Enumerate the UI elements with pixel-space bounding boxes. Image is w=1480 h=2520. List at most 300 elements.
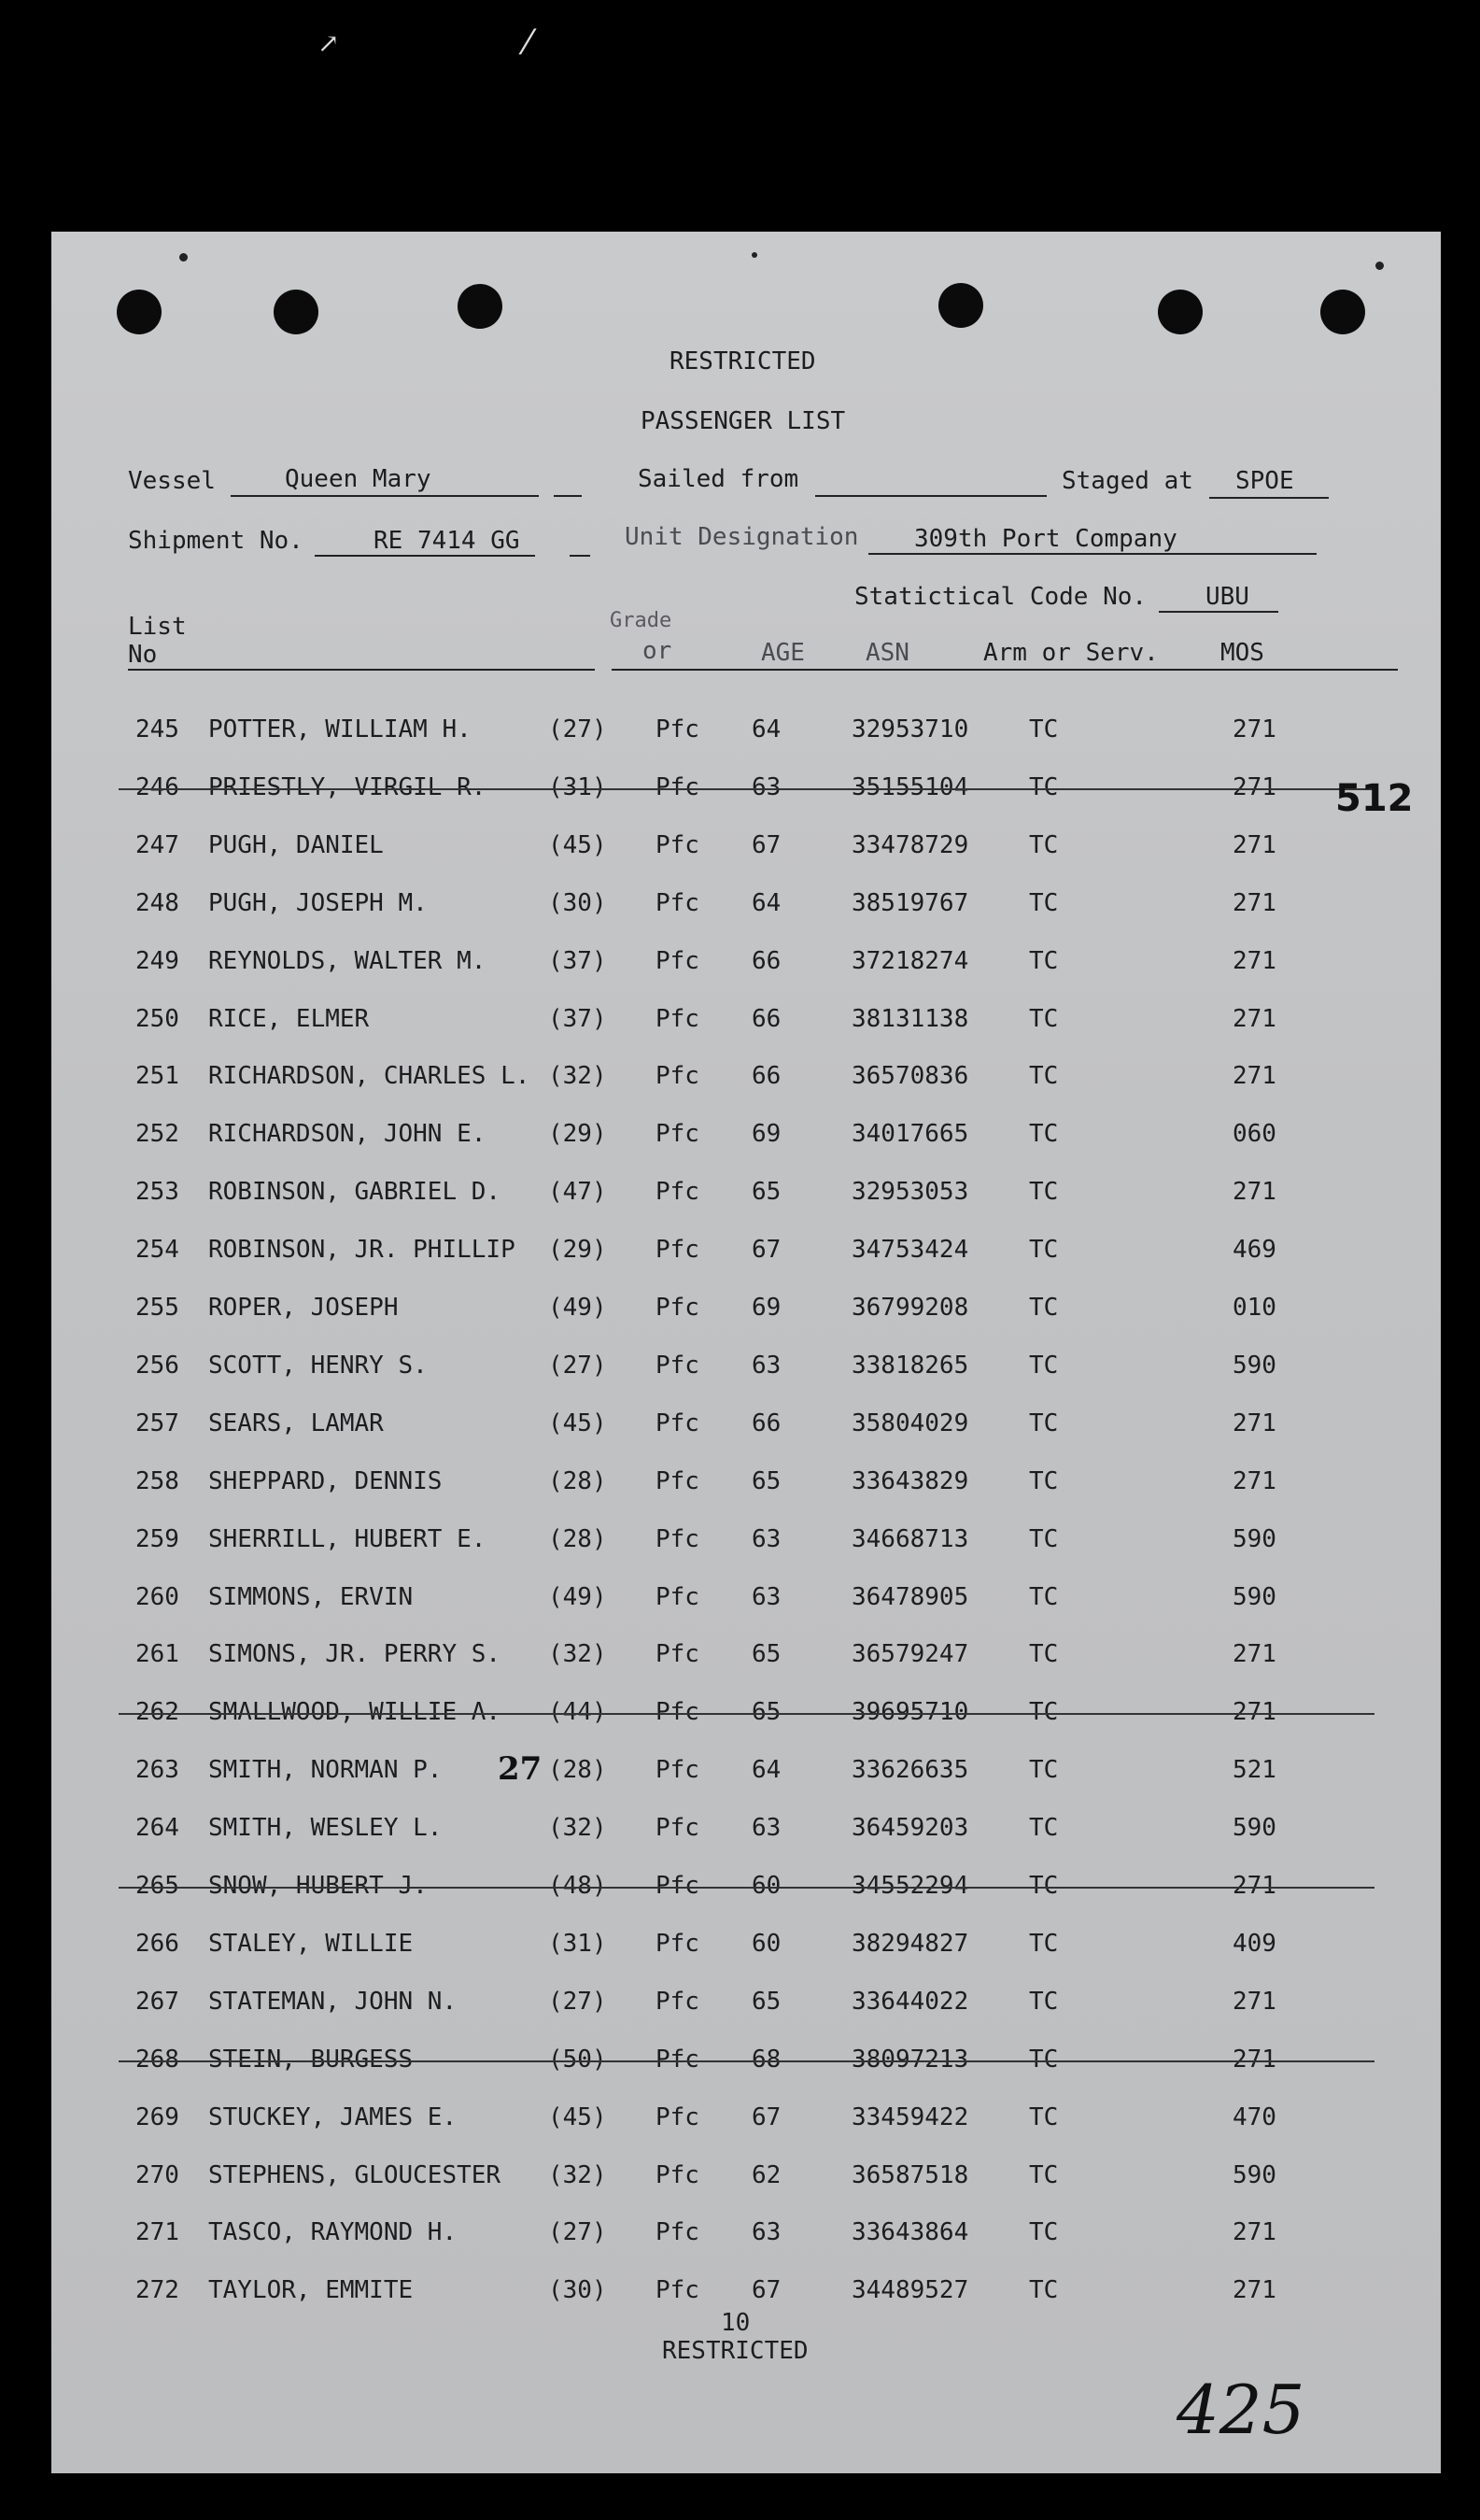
row-grade: Pfc [655,773,699,801]
row-code: 64 [752,1756,782,1784]
row-mos: 521 [1233,1756,1276,1784]
row-passenger-name: SIMONS, JR. PERRY S. [208,1640,501,1668]
row-passenger-name: STALEY, WILLIE [208,1930,414,1958]
row-grade: Pfc [655,1756,699,1784]
row-list-number: 249 [135,947,179,975]
table-row [51,1698,1441,1730]
row-list-number: 261 [135,1640,179,1668]
row-grade: Pfc [655,1640,699,1668]
row-mos: 060 [1233,1120,1276,1148]
row-list-number: 259 [135,1525,179,1553]
row-code: 63 [752,2218,782,2246]
row-mos: 271 [1233,1062,1276,1090]
row-asn: 34489527 [852,2276,969,2304]
row-arm-or-service: TC [1029,2046,1059,2074]
table-row [51,889,1441,921]
statistical-code-label: Statictical Code No. [854,583,1148,611]
row-grade: Pfc [655,1409,699,1437]
row-arm-or-service: TC [1029,1640,1059,1668]
row-arm-or-service: TC [1029,773,1059,801]
row-passenger-name: PUGH, DANIEL [208,831,384,859]
row-mos: 271 [1233,1005,1276,1033]
row-list-number: 252 [135,1120,179,1148]
strike-through-line [119,1887,1374,1889]
row-list-number: 258 [135,1467,179,1495]
table-row [51,2218,1441,2250]
row-arm-or-service: TC [1029,1236,1059,1264]
punch-hole [938,283,983,328]
statistical-code-value: UBU [1205,583,1249,611]
row-asn: 38294827 [852,1930,969,1958]
row-grade: Pfc [655,2103,699,2131]
row-list-number: 248 [135,889,179,917]
row-passenger-name: RICHARDSON, CHARLES L. [208,1062,530,1090]
row-asn: 38097213 [852,2046,969,2074]
row-code: 65 [752,1467,782,1495]
row-mos: 590 [1233,1525,1276,1553]
row-code: 67 [752,2276,782,2304]
row-grade: Pfc [655,1930,699,1958]
row-arm-or-service: TC [1029,2218,1059,2246]
row-mos: 271 [1233,2046,1276,2074]
row-list-number: 247 [135,831,179,859]
row-list-number: 257 [135,1409,179,1437]
row-arm-or-service: TC [1029,2276,1059,2304]
row-arm-or-service: TC [1029,1120,1059,1148]
row-mos: 271 [1233,1640,1276,1668]
row-list-number: 262 [135,1698,179,1726]
row-code: 62 [752,2161,782,2189]
row-passenger-name: TASCO, RAYMOND H. [208,2218,458,2246]
sailed-from-underline [815,495,1047,497]
row-list-number: 253 [135,1178,179,1206]
row-arm-or-service: TC [1029,1409,1059,1437]
table-row [51,1750,1441,1788]
row-code: 67 [752,2103,782,2131]
header-underline [612,669,1398,671]
row-grade: Pfc [655,1583,699,1611]
row-code: 60 [752,1930,782,1958]
row-grade: Pfc [655,2218,699,2246]
table-row [51,831,1441,863]
row-grade: Pfc [655,2161,699,2189]
row-mos: 271 [1233,889,1276,917]
row-code: 63 [752,1352,782,1380]
unit-designation-value: 309th Port Company [914,525,1177,553]
punch-hole [1158,290,1203,334]
row-code: 63 [752,1814,782,1842]
row-asn: 33643829 [852,1467,969,1495]
col-grade: Grade [610,609,672,632]
row-arm-or-service: TC [1029,1005,1059,1033]
row-grade: Pfc [655,715,699,743]
table-row [51,773,1441,805]
table-row [51,1062,1441,1094]
row-code: 66 [752,1005,782,1033]
row-age: (29) [548,1236,607,1264]
row-code: 63 [752,1525,782,1553]
row-mos: 469 [1233,1236,1276,1264]
row-asn: 36587518 [852,2161,969,2189]
row-grade: Pfc [655,1352,699,1380]
row-mos: 590 [1233,1583,1276,1611]
shipment-value: RE 7414 GG [374,527,520,555]
row-age: (49) [548,1583,607,1611]
staged-at-label: Staged at [1062,467,1193,495]
handwritten-age-correction: 27 [498,1750,543,1788]
header-underline [128,669,595,671]
row-list-number: 263 [135,1756,179,1784]
table-row [51,1409,1441,1441]
row-passenger-name: SNOW, HUBERT J. [208,1872,428,1900]
row-age: (37) [548,947,607,975]
row-mos: 271 [1233,1988,1276,2016]
row-passenger-name: PUGH, JOSEPH M. [208,889,428,917]
row-arm-or-service: TC [1029,715,1059,743]
table-row [51,2276,1441,2308]
row-passenger-name: STATEMAN, JOHN N. [208,1988,458,2016]
row-asn: 35804029 [852,1409,969,1437]
row-asn: 37218274 [852,947,969,975]
row-mos: 271 [1233,1872,1276,1900]
row-mos: 271 [1233,831,1276,859]
row-code: 64 [752,715,782,743]
row-age: (32) [548,1640,607,1668]
punch-hole [1320,290,1365,334]
row-asn: 36579247 [852,1640,969,1668]
row-asn: 33626635 [852,1756,969,1784]
row-passenger-name: STEPHENS, GLOUCESTER [208,2161,501,2189]
unit-designation-label: Unit Designation [625,523,859,551]
row-age: (28) [548,1756,607,1784]
row-age: (31) [548,1930,607,1958]
row-mos: 271 [1233,2218,1276,2246]
table-row [51,1640,1441,1672]
row-asn: 38131138 [852,1005,969,1033]
table-row [51,1352,1441,1383]
row-asn: 36799208 [852,1294,969,1322]
row-age: (50) [548,2046,607,2074]
row-age: (27) [548,2218,607,2246]
row-mos: 271 [1233,1698,1276,1726]
row-passenger-name: ROPER, JOSEPH [208,1294,399,1322]
row-code: 66 [752,1062,782,1090]
row-asn: 32953710 [852,715,969,743]
row-list-number: 256 [135,1352,179,1380]
row-arm-or-service: TC [1029,1814,1059,1842]
col-age: AGE [761,639,805,667]
row-arm-or-service: TC [1029,1872,1059,1900]
row-grade: Pfc [655,2276,699,2304]
row-code: 65 [752,1178,782,1206]
top-margin-mark-right: ⁄ [525,24,531,63]
handwritten-number: 425 [1177,2371,1305,2449]
row-mos: 590 [1233,1814,1276,1842]
row-passenger-name: RICHARDSON, JOHN E. [208,1120,486,1148]
row-grade: Pfc [655,1698,699,1726]
strike-through-line [119,788,1374,790]
row-arm-or-service: TC [1029,1583,1059,1611]
row-list-number: 260 [135,1583,179,1611]
row-passenger-name: STEIN, BURGESS [208,2046,414,2074]
row-passenger-name: TAYLOR, EMMITE [208,2276,414,2304]
vessel-value: Queen Mary [285,465,431,493]
row-asn: 33643864 [852,2218,969,2246]
row-age: (28) [548,1467,607,1495]
strike-through-line [119,2060,1374,2062]
row-age: (48) [548,1872,607,1900]
row-age: (27) [548,1352,607,1380]
col-list: List [128,613,187,641]
row-age: (37) [548,1005,607,1033]
row-mos: 271 [1233,1178,1276,1206]
row-grade: Pfc [655,1294,699,1322]
row-code: 65 [752,1988,782,2016]
row-grade: Pfc [655,2046,699,2074]
row-age: (27) [548,1988,607,2016]
table-row [51,1814,1441,1846]
row-code: 66 [752,1409,782,1437]
row-arm-or-service: TC [1029,1988,1059,2016]
shipment-underline [315,555,535,557]
table-row [51,1005,1441,1037]
row-asn: 35155104 [852,773,969,801]
row-age: (45) [548,831,607,859]
row-arm-or-service: TC [1029,1698,1059,1726]
row-arm-or-service: TC [1029,1178,1059,1206]
row-passenger-name: SEARS, LAMAR [208,1409,384,1437]
row-age: (32) [548,1062,607,1090]
underline-tick [570,555,590,557]
table-row [51,947,1441,979]
table-row [51,1930,1441,1961]
row-grade: Pfc [655,1467,699,1495]
row-list-number: 254 [135,1236,179,1264]
row-list-number: 245 [135,715,179,743]
row-grade: Pfc [655,1236,699,1264]
row-asn: 34552294 [852,1872,969,1900]
table-row [51,2161,1441,2193]
row-grade: Pfc [655,831,699,859]
row-asn: 34668713 [852,1525,969,1553]
row-age: (29) [548,1120,607,1148]
row-passenger-name: SMITH, NORMAN P. [208,1756,443,1784]
row-mos: 271 [1233,2276,1276,2304]
strike-through-line [119,1713,1374,1715]
document-title: PASSENGER LIST [641,407,846,435]
row-mos: 271 [1233,773,1276,801]
row-mos: 271 [1233,947,1276,975]
sailed-from-label: Sailed from [638,465,799,493]
row-list-number: 272 [135,2276,179,2304]
row-arm-or-service: TC [1029,1930,1059,1958]
row-mos: 590 [1233,1352,1276,1380]
row-passenger-name: SIMMONS, ERVIN [208,1583,414,1611]
row-code: 65 [752,1698,782,1726]
row-code: 66 [752,947,782,975]
row-code: 63 [752,773,782,801]
row-age: (45) [548,2103,607,2131]
row-age: (32) [548,1814,607,1842]
table-row [51,2046,1441,2077]
col-asn: ASN [866,639,909,667]
row-age: (49) [548,1294,607,1322]
row-passenger-name: SHERRILL, HUBERT E. [208,1525,486,1553]
staged-at-underline [1209,497,1329,499]
row-passenger-name: PRIESTLY, VIRGIL R. [208,773,486,801]
row-arm-or-service: TC [1029,2103,1059,2131]
row-asn: 32953053 [852,1178,969,1206]
col-arm-or-serv: Arm or Serv. [983,639,1159,667]
paper-mark [1375,262,1384,270]
row-asn: 34017665 [852,1120,969,1148]
unit-designation-underline [868,553,1317,555]
row-arm-or-service: TC [1029,1467,1059,1495]
page-number: 10 [721,2309,751,2337]
row-list-number: 246 [135,773,179,801]
table-row [51,715,1441,747]
row-asn: 33644022 [852,1988,969,2016]
row-list-number: 255 [135,1294,179,1322]
row-grade: Pfc [655,1872,699,1900]
row-passenger-name: ROBINSON, GABRIEL D. [208,1178,501,1206]
row-grade: Pfc [655,1005,699,1033]
row-age: (27) [548,715,607,743]
col-mos: MOS [1220,639,1264,667]
row-arm-or-service: TC [1029,947,1059,975]
table-row [51,1120,1441,1152]
row-age: (31) [548,773,607,801]
row-passenger-name: REYNOLDS, WALTER M. [208,947,486,975]
row-asn: 39695710 [852,1698,969,1726]
punch-hole [274,290,318,334]
row-passenger-name: RICE, ELMER [208,1005,370,1033]
row-grade: Pfc [655,889,699,917]
row-grade: Pfc [655,1988,699,2016]
row-list-number: 266 [135,1930,179,1958]
row-code: 67 [752,1236,782,1264]
top-margin-mark-left: ↗ [317,28,340,59]
row-grade: Pfc [655,1814,699,1842]
row-age: (47) [548,1178,607,1206]
row-code: 60 [752,1872,782,1900]
punch-hole [458,284,502,329]
statistical-code-underline [1159,611,1278,613]
row-grade: Pfc [655,1120,699,1148]
row-age: (28) [548,1525,607,1553]
row-passenger-name: POTTER, WILLIAM H. [208,715,472,743]
table-row [51,2103,1441,2135]
row-list-number: 268 [135,2046,179,2074]
row-code: 63 [752,1583,782,1611]
table-row [51,1583,1441,1615]
punch-hole [117,290,162,334]
row-arm-or-service: TC [1029,1294,1059,1322]
row-passenger-name: STUCKEY, JAMES E. [208,2103,458,2131]
table-row [51,1525,1441,1557]
row-age: (32) [548,2161,607,2189]
col-no: No [128,641,158,669]
row-mos: 010 [1233,1294,1276,1322]
row-asn: 33478729 [852,831,969,859]
row-passenger-name: SCOTT, HENRY S. [208,1352,428,1380]
row-grade: Pfc [655,947,699,975]
shipment-label: Shipment No. [128,527,303,555]
table-row [51,1294,1441,1325]
row-list-number: 271 [135,2218,179,2246]
row-code: 65 [752,1640,782,1668]
row-mos: 271 [1233,1467,1276,1495]
paper-mark [752,252,757,258]
table-row [51,1988,1441,2019]
row-mos: 590 [1233,2161,1276,2189]
row-asn: 36478905 [852,1583,969,1611]
row-arm-or-service: TC [1029,1756,1059,1784]
row-asn: 33818265 [852,1352,969,1380]
row-list-number: 267 [135,1988,179,2016]
row-asn: 36459203 [852,1814,969,1842]
row-age: (30) [548,2276,607,2304]
row-age: (30) [548,889,607,917]
row-mos: 409 [1233,1930,1276,1958]
vessel-underline [231,495,539,497]
underline-tick [554,495,582,497]
row-grade: Pfc [655,1062,699,1090]
col-or: or [642,637,672,665]
row-arm-or-service: TC [1029,889,1059,917]
row-list-number: 265 [135,1872,179,1900]
row-arm-or-service: TC [1029,2161,1059,2189]
row-grade: Pfc [655,1178,699,1206]
row-code: 69 [752,1294,782,1322]
row-passenger-name: SMITH, WESLEY L. [208,1814,443,1842]
footer-restricted: RESTRICTED [662,2337,809,2365]
row-mos: 470 [1233,2103,1276,2131]
row-asn: 38519767 [852,889,969,917]
row-list-number: 269 [135,2103,179,2131]
passenger-list-sheet [51,232,1441,2473]
row-arm-or-service: TC [1029,1525,1059,1553]
row-asn: 36570836 [852,1062,969,1090]
row-arm-or-service: TC [1029,1352,1059,1380]
row-code: 67 [752,831,782,859]
staged-at-value: SPOE [1235,467,1294,495]
row-passenger-name: ROBINSON, JR. PHILLIP [208,1236,515,1264]
table-row [51,1236,1441,1267]
row-passenger-name: SMALLWOOD, WILLIE A. [208,1698,501,1726]
header-restricted: RESTRICTED [670,347,816,375]
row-passenger-name: SHEPPARD, DENNIS [208,1467,443,1495]
row-list-number: 251 [135,1062,179,1090]
row-asn: 34753424 [852,1236,969,1264]
row-code: 64 [752,889,782,917]
row-mos: 271 [1233,1409,1276,1437]
row-list-number: 270 [135,2161,179,2189]
paper-mark [179,253,188,262]
row-mos: 271 [1233,715,1276,743]
stamped-number: 512 [1335,777,1414,820]
vessel-label: Vessel [128,467,216,495]
row-grade: Pfc [655,1525,699,1553]
row-code: 69 [752,1120,782,1148]
row-arm-or-service: TC [1029,831,1059,859]
row-list-number: 250 [135,1005,179,1033]
row-arm-or-service: TC [1029,1062,1059,1090]
table-row [51,1178,1441,1210]
row-list-number: 264 [135,1814,179,1842]
table-row [51,1872,1441,1904]
row-age: (44) [548,1698,607,1726]
